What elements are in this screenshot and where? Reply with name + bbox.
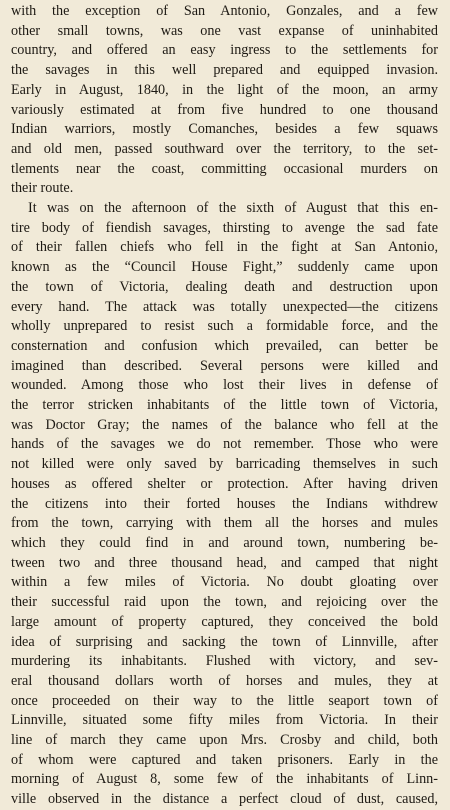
text-line: which they could find in and around town, numbering be- (11, 534, 438, 551)
text-line: of whom were captured and taken prisoners. Early in the (11, 751, 438, 768)
text-line: murdering its inhabitants. Flushed with victory, and sev- (11, 653, 438, 670)
text-line: large amount of property captured, they conceived the bold (11, 613, 438, 630)
text-line: morning of August 8, some few of the inhabitants of Linn- (11, 771, 438, 788)
text-line: consternation and confusion which prevailed, can better be (11, 337, 438, 354)
text-line: from the town, carrying with them all the horses and mules (11, 515, 438, 532)
text-line: variously estimated at from five hundred to one thousand (11, 101, 438, 118)
text-line: known as the “Council House Fight,” suddenly came upon (11, 259, 438, 276)
text-line: the savages in this well prepared and equipped invasion. (11, 62, 438, 79)
text-line: houses as offered shelter or protection. After having driven (11, 475, 438, 492)
text-line: country, and offered an easy ingress to the settlements for (11, 42, 438, 59)
text-line: their successful raid upon the town, and rejoicing over the (11, 594, 438, 611)
text-line: every hand. The attack was totally unexpected—the citizens (11, 298, 438, 315)
text-line: Early in August, 1840, in the light of the moon, an army (11, 81, 438, 98)
text-line: Indian warriors, mostly Comanches, besides a few squaws (11, 121, 438, 138)
text-line: It was on the afternoon of the sixth of August that this en- (28, 200, 438, 217)
text-line: their route. (11, 180, 74, 197)
text-line: eral thousand dollars worth of horses and mules, they at (11, 672, 438, 689)
text-line: was Doctor Gray; the names of the balance who fell at the (11, 416, 438, 433)
text-line: the town of Victoria, dealing death and destruction upon (11, 278, 438, 295)
text-line: the terror stricken inhabitants of the little town of Victoria, (11, 397, 438, 414)
text-line: wounded. Among those who lost their lives in defense of (11, 377, 438, 394)
paragraph-2 (11, 199, 438, 810)
text-line: idea of surprising and sacking the town of Linnville, after (11, 633, 438, 650)
text-line: tween two and three thousand head, and camped that night (11, 554, 438, 571)
text-line: hands of the savages we do not remember. Those who were (11, 436, 438, 453)
text-line: other small towns, was one vast expanse of uninhabited (11, 22, 438, 39)
text-line: once proceeded on their way to the little seaport town of (11, 692, 438, 709)
text-line: the citizens into their forted houses the Indians withdrew (11, 495, 438, 512)
text-line: line of march they came upon Mrs. Crosby and child, both (11, 732, 438, 749)
text-line: ville observed in the distance a perfect cloud of dust, caused, (11, 791, 438, 808)
text-line: wholly unprepared to resist such a formidable force, and the (11, 318, 438, 335)
text-line: and old men, passed southward over the territory, to the set- (11, 140, 438, 157)
text-line: tlements near the coast, committing occasional murders on (11, 160, 438, 177)
text-line: with the exception of San Antonio, Gonzales, and a few (11, 3, 438, 19)
paragraph-1 (11, 2, 438, 199)
text-line: within a few miles of Victoria. No doubt gloating over (11, 574, 438, 591)
text-line: tire body of fiendish savages, thirsting to avenge the sad fate (11, 219, 438, 236)
text-line: not killed were only saved by barricading themselves in such (11, 456, 438, 473)
text-line: imagined than described. Several persons were killed and (11, 357, 438, 374)
text-line: Linnville, situated some fifty miles from Victoria. In their (11, 712, 438, 729)
text-line: of their fallen chiefs who fell in the fight at San Antonio, (11, 239, 438, 256)
